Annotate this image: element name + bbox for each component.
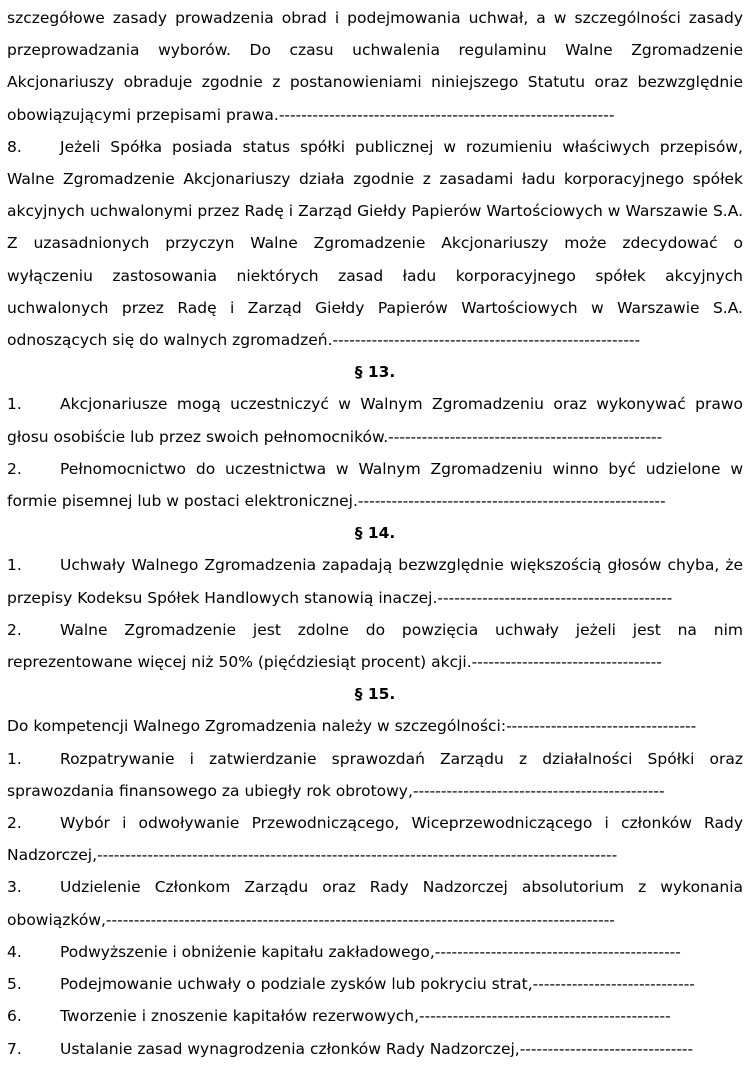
- item-number: 2.: [7, 814, 22, 833]
- list-item: [7, 807, 743, 871]
- list-item: [7, 871, 743, 935]
- list-item: [7, 1000, 743, 1032]
- item-number: 6.: [7, 1007, 22, 1026]
- item-number: 5.: [7, 975, 22, 994]
- list-item: [7, 743, 743, 807]
- list-item: [7, 1033, 743, 1065]
- item-text: Rozpatrywanie i zatwierdzanie sprawozdań Zarządu z działalności Spółki oraz sprawozdania finansowego za ubiegły rok obrotowy,---------------------------------------------: [7, 749, 743, 800]
- list-item: [7, 131, 743, 356]
- list-item: [7, 936, 743, 968]
- item-number: 2.: [7, 459, 22, 478]
- item-text: Podwyższenie i obniżenie kapitału zakładowego,--------------------------------------------: [60, 942, 681, 961]
- section-heading: § 15.: [354, 685, 396, 704]
- item-text: Udzielenie Członkom Zarządu oraz Rady Nadzorczej absolutorium z wykonania obowiązków,-------------------------------------------------------------------------------------------: [7, 878, 743, 929]
- paragraph: Do kompetencji Walnego Zgromadzenia należy w szczególności:----------------------------------: [7, 717, 697, 736]
- section-heading: § 13.: [354, 363, 396, 382]
- item-number: 8.: [7, 137, 22, 156]
- item-text: Uchwały Walnego Zgromadzenia zapadają bezwzględnie większością głosów chyba, że przepisy Kodeksu Spółek Handlowych stanowią inaczej.------------------------------------------: [7, 556, 743, 607]
- item-number: 1.: [7, 556, 22, 575]
- item-text: Wybór i odwoływanie Przewodniczącego, Wiceprzewodniczącego i członków Rady Nadzorczej,---------------------------------------------------------------------------------------------: [7, 814, 743, 865]
- list-item: [7, 453, 743, 517]
- item-text: Tworzenie i znoszenie kapitałów rezerwowych,---------------------------------------------: [60, 1007, 671, 1026]
- list-item: [7, 549, 743, 613]
- list-item: [7, 968, 743, 1000]
- item-text: Walne Zgromadzenie jest zdolne do powzięcia uchwały jeżeli jest na nim reprezentowane więcej niż 50% (pięćdziesiąt procent) akcji.----------------------------------: [7, 620, 743, 672]
- list-item: [7, 388, 743, 452]
- section-heading: § 14.: [354, 524, 396, 543]
- item-number: 7.: [7, 1039, 22, 1058]
- item-text: Jeżeli Spółka posiada status spółki publicznej w rozumieniu właściwych przepisów, Walne Zgromadzenie Akcjonariuszy działa zgodnie z zasadami ładu korporacyjnego spółek akcyjnych uchwalonymi przez Radę i Zarząd Giełdy Papierów Wartościowych w Warszawie S.A. Z uzasadnionych przyczyn Walne Zgromadzenie Akcjonariuszy może zdecydować o wyłączeniu zastosowania niektórych zasad ładu korporacyjnego spółek akcyjnych uchwalonych przez Radę i Zarząd Giełdy Papierów Wartościowych w Warszawie S.A. odnoszących się do walnych zgromadzeń.-------------------------------------------------------: [7, 137, 743, 350]
- item-number: 1.: [7, 749, 22, 768]
- item-text: Ustalanie zasad wynagrodzenia członków Rady Nadzorczej,-------------------------------: [60, 1039, 694, 1058]
- list-item: [7, 614, 743, 678]
- item-number: 1.: [7, 395, 22, 414]
- item-text: Akcjonariusze mogą uczestniczyć w Walnym Zgromadzeniu oraz wykonywać prawo głosu osobiście lub przez swoich pełnomocników.-------------------------------------------------: [7, 395, 743, 446]
- paragraph: szczegółowe zasady prowadzenia obrad i podejmowania uchwał, a w szczególności zasady przeprowadzania wyborów. Do czasu uchwalenia regulaminu Walne Zgromadzenie Akcjonariuszy obraduje zgodnie z postanowieniami niniejszego Statutu oraz bezwzględnie obowiązującymi przepisami prawa.------------------------------------------------------------: [7, 9, 743, 124]
- item-number: 4.: [7, 942, 22, 961]
- item-text: Podejmowanie uchwały o podziale zysków lub pokryciu strat,-----------------------------: [60, 975, 695, 994]
- item-text: Pełnomocnictwo do uczestnictwa w Walnym Zgromadzeniu winno być udzielone w formie pisemnej lub w postaci elektronicznej.-------------------------------------------------------: [7, 459, 743, 511]
- item-number: 3.: [7, 878, 22, 897]
- item-number: 2.: [7, 620, 22, 639]
